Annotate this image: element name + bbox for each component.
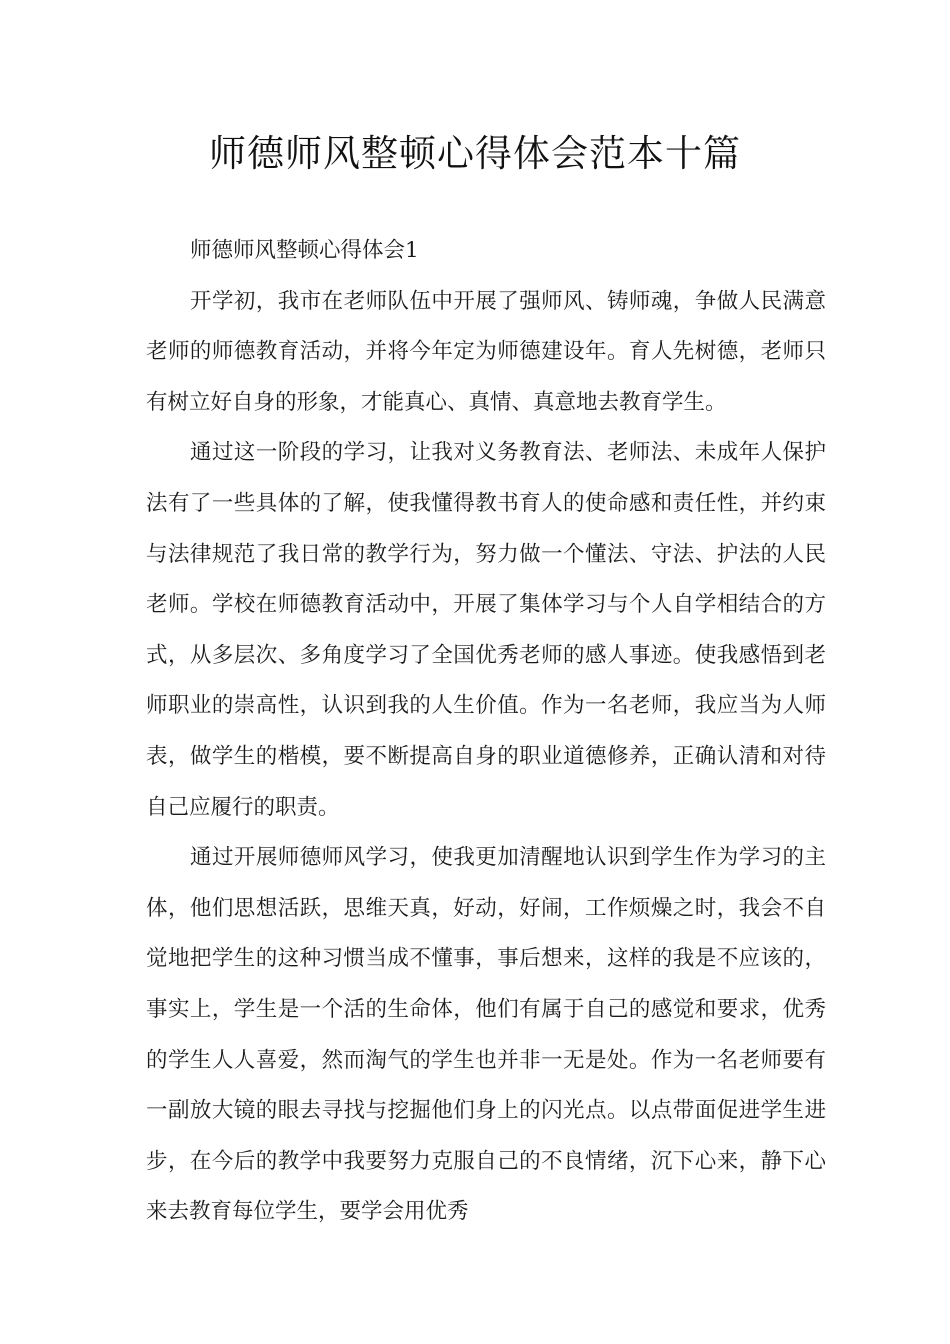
paragraph: 通过这一阶段的学习，让我对义务教育法、老师法、未成年人保护法有了一些具体的了解，使我懂得教书育人的使命感和责任性，并约束与法律规范了我日常的教学行为，努力做一个懂法、守法、护法的人民老师。学校在师德教育活动中，开展了集体学习与个人自学相结合的方式，从多层次、多角度学习了全国优秀老师的感人事迹。使我感悟到老师职业的崇高性，认识到我的人生价值。作为一名老师，我应当为人师表，做学生的楷模，要不断提高自身的职业道德修养，正确认清和对待自己应履行的职责。	[146, 440, 826, 820]
paragraph: 通过开展师德师风学习，使我更加清醒地认识到学生作为学习的主体，他们思想活跃，思维天真，好动，好闹，工作烦燥之时，我会不自觉地把学生的这种习惯当成不懂事，事后想来，这样的我是不应该的，事实上，学生是一个活的生命体，他们有属于自己的感觉和要求，优秀的学生人人喜爱，然而淘气的学生也并非一无是处。作为一名老师要有一副放大镜的眼去寻找与挖掘他们身上的闪光点。以点带面促进学生进步，在今后的教学中我要努力克服自己的不良情绪，沉下心来，静下心来去教育每位学生，要学会用优秀	[146, 845, 826, 1225]
paragraph: 开学初，我市在老师队伍中开展了强师风、铸师魂，争做人民满意老师的师德教育活动，并将今年定为师德建设年。育人先树德，老师只有树立好自身的形象，才能真心、真情、真意地去教育学生。	[146, 288, 826, 415]
document-body	[146, 226, 826, 1238]
document-title: 师德师风整顿心得体会范本十篇	[209, 132, 741, 175]
section-heading: 师德师风整顿心得体会1	[190, 238, 419, 263]
